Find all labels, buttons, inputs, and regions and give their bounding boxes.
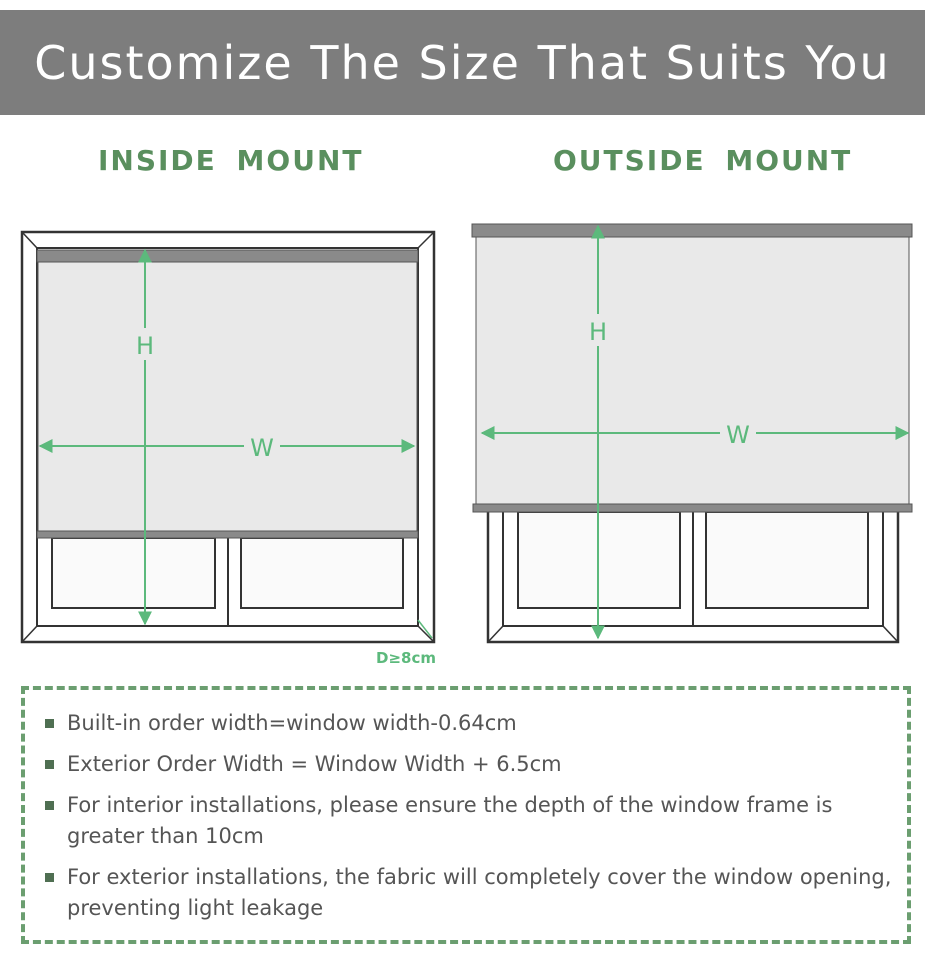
note-item [43,862,895,924]
inside-top-rail [37,250,418,262]
outside-height-label: H [588,318,608,346]
inside-shade-fabric [38,258,417,534]
outside-bottom-bar [473,504,912,512]
note-text: For interior installations, please ensure the depth of the window frame is greater than 10cm [67,793,833,848]
inside-mount-heading: INSIDE MOUNT [98,144,364,177]
outside-width-label: W [726,421,750,449]
outside-window-panes [518,510,868,626]
outside-mount-heading: OUTSIDE MOUNT [553,144,853,177]
note-item [43,708,895,739]
inside-depth-label: D≥8cm [376,649,436,667]
note-item [43,790,895,852]
outside-top-rail [472,224,912,237]
inside-bottom-bar [37,531,418,538]
inside-height-label: H [135,332,155,360]
outside-mount-diagram [472,224,912,642]
bullet-square-icon [45,801,54,810]
outside-shade-fabric [476,234,909,506]
note-text: Exterior Order Width = Window Width + 6.5cm [67,752,562,776]
bullet-square-icon [45,760,54,769]
note-text: Built-in order width=window width-0.64cm [67,711,517,735]
banner-title: Customize The Size That Suits You [34,35,891,90]
inside-width-label: W [250,434,274,462]
notes-box [21,686,911,944]
bullet-square-icon [45,719,54,728]
inside-mount-diagram [22,232,436,667]
notes-list [43,708,895,934]
note-text: For exterior installations, the fabric will completely cover the window opening, preventing light leakage [67,865,892,920]
bullet-square-icon [45,873,54,882]
note-item [43,749,895,780]
